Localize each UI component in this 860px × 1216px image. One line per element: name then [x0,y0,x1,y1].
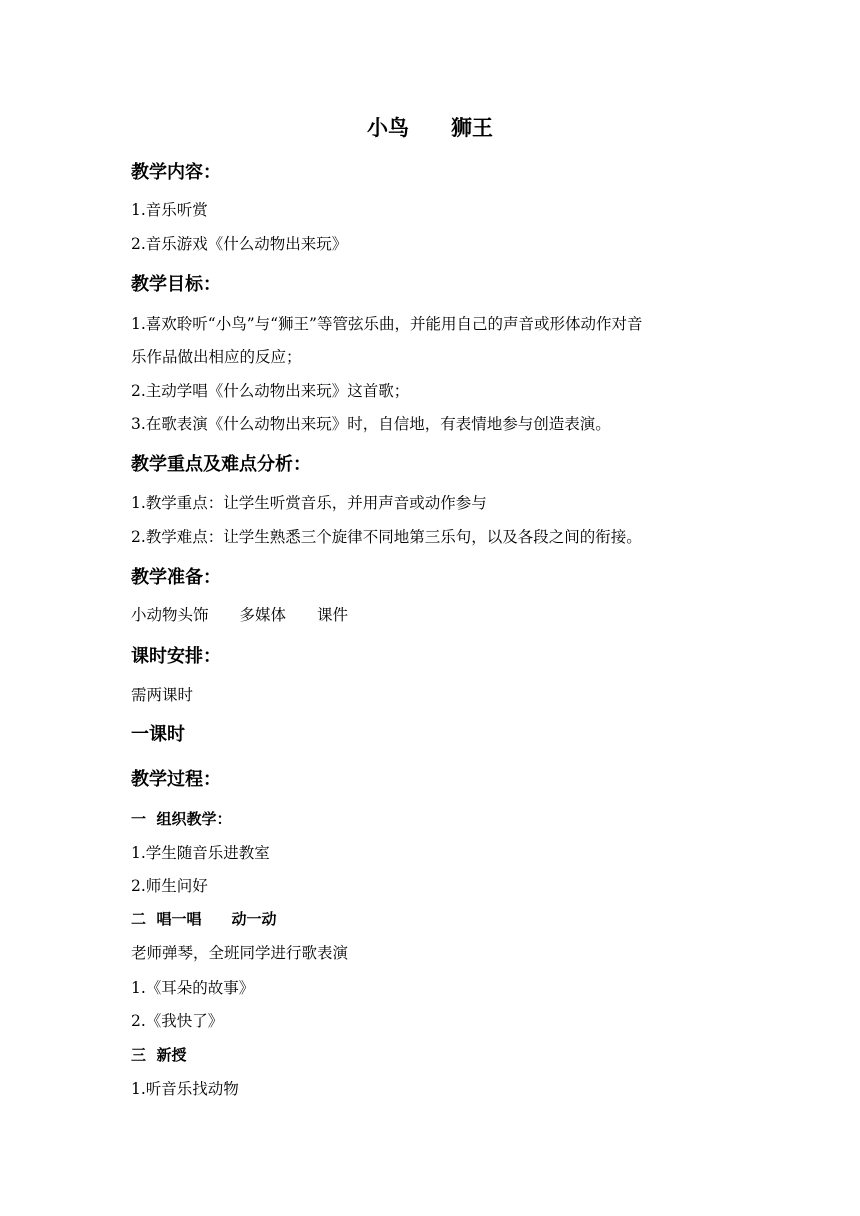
process-step-item: 2.《我快了》 [131,1012,224,1030]
lesson-label: 一课时 [131,724,185,745]
schedule-heading: 课时安排： [131,646,221,667]
content-item: 2.音乐游戏《什么动物出来玩》 [131,235,348,253]
goals-heading: 教学目标： [131,274,221,295]
process-step-heading: 一 组织教学： [131,810,232,828]
goals-item: 乐作品做出相应的反应； [131,348,302,366]
process-step-item: 1.听音乐找动物 [131,1080,239,1098]
prep-heading: 教学准备： [131,567,221,588]
process-step-item: 1.学生随音乐进教室 [131,844,270,862]
process-step-heading: 二 唱一唱 动一动 [131,910,277,928]
keypoints-item: 2.教学难点：让学生熟悉三个旋律不同地第三乐句，以及各段之间的衔接。 [131,528,642,546]
content-heading: 教学内容： [131,162,221,183]
content-item: 1.音乐听赏 [131,201,208,219]
keypoints-item: 1.教学重点：让学生听赏音乐，并用声音或动作参与 [131,494,487,512]
process-step-item: 1.《耳朵的故事》 [131,979,255,997]
process-step-item: 老师弹琴，全班同学进行歌表演 [131,944,349,962]
goals-item: 2.主动学唱《什么动物出来玩》这首歌； [131,382,410,400]
goals-item: 1.喜欢聆听“小鸟”与“狮王”等管弦乐曲，并能用自己的声音或形体动作对音 [131,315,643,333]
prep-text: 小动物头饰 多媒体 课件 [131,606,349,624]
keypoints-heading: 教学重点及难点分析： [131,454,311,475]
process-step-item: 2.师生问好 [131,877,208,895]
process-step-heading: 三 新授 [131,1046,187,1064]
schedule-text: 需两课时 [131,686,194,704]
process-heading: 教学过程： [131,769,221,790]
page-title: 小鸟 狮王 [367,116,493,140]
goals-item: 3.在歌表演《什么动物出来玩》时，自信地，有表情地参与创造表演。 [131,415,611,433]
